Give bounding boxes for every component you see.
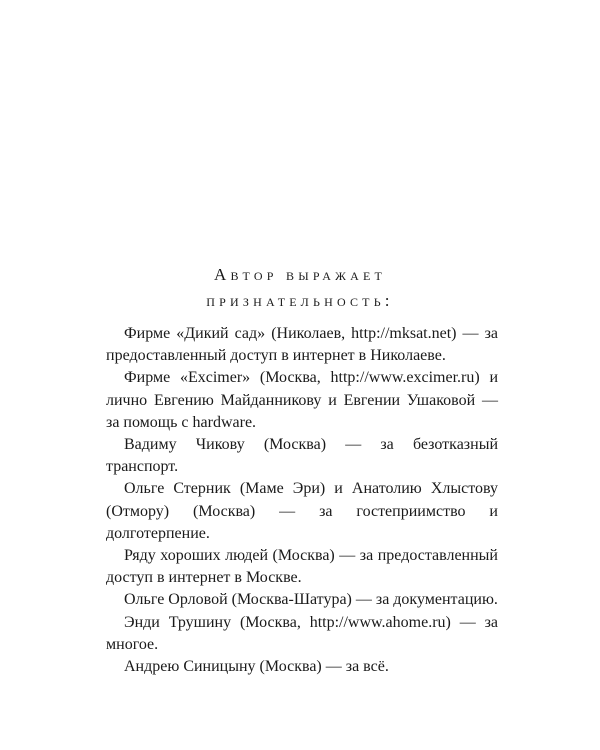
paragraph-sinitsyn: Андрею Синицыну (Москва) — за всё. [124,658,389,676]
paragraph-orlova: Ольге Орловой (Москва-Шатура) — за документацию. [124,591,498,609]
paragraph-trushin: Энди Трушину (Москва, http://www.ahome.ru) — за многое. [106,613,498,653]
heading-line-2: признательность: [206,291,394,310]
acknowledgements-body [106,323,498,678]
paragraph-sternik: Ольге Стерник (Маме Эри) и Анатолию Хлыстову (Отмору) (Москва) — за гостеприимство и долготерпение. [106,480,498,542]
paragraph-dikiy-sad: Фирме «Дикий сад» (Николаев, http://mksat.net) — за предоставленный доступ в интернет в Николаеве. [106,325,498,365]
heading-line-1: Автор выражает [213,265,387,284]
paragraph-excimer: Фирме «Excimer» (Москва, http://www.excimer.ru) и лично Евгению Майданникову и Евгении Ушаковой — за помощь с hardware. [106,369,498,431]
paragraph-good-people: Ряду хороших людей (Москва) — за предоставленный доступ в интернет в Москве. [106,547,498,587]
acknowledgements-heading [0,262,600,314]
paragraph-chikov: Вадиму Чикову (Москва) — за безотказный транспорт. [106,436,498,476]
